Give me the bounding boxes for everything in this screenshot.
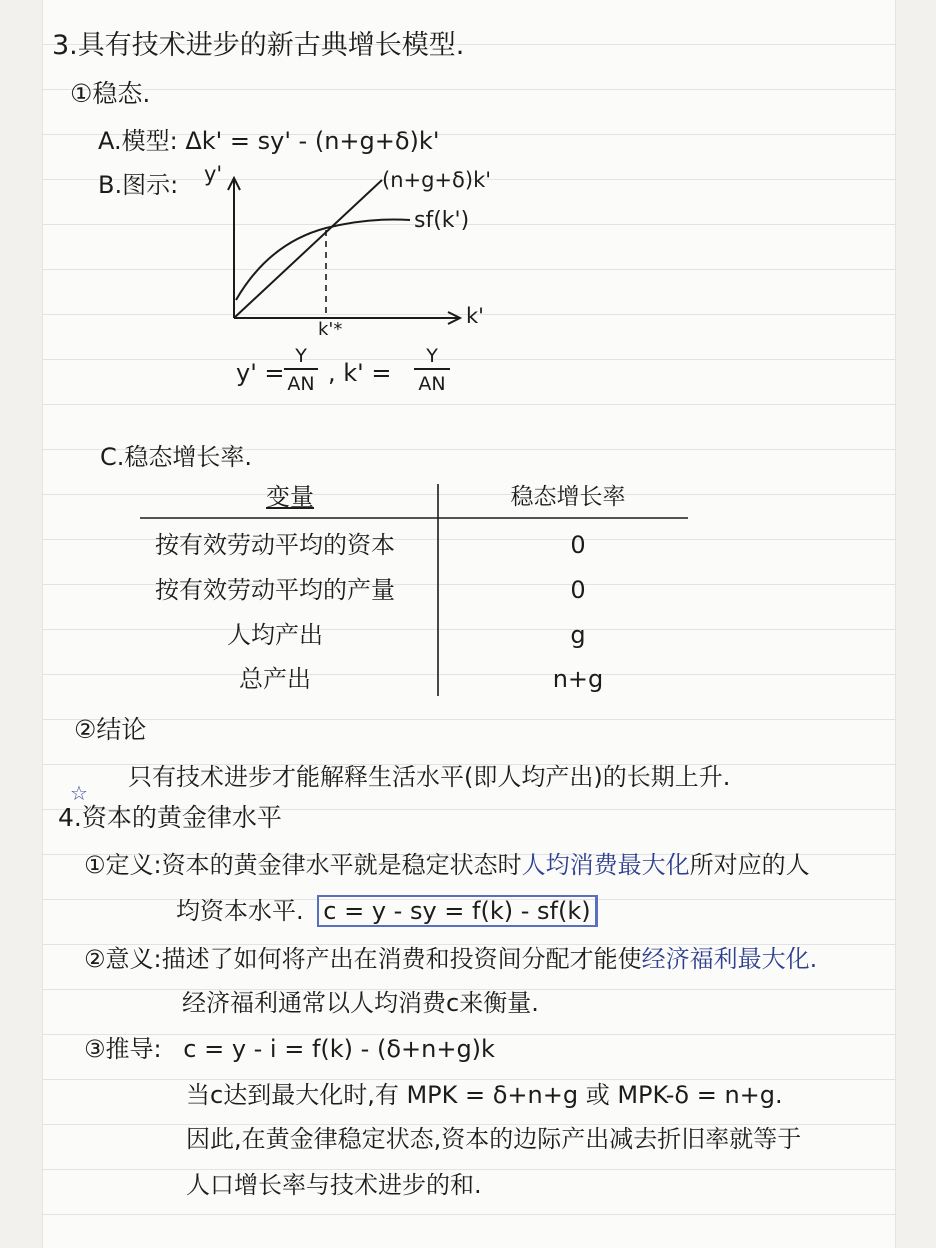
- k-prime-symbol: , k' =: [328, 359, 392, 387]
- star-mark: ☆: [70, 781, 88, 805]
- steady-state-k-label: k'*: [318, 319, 343, 340]
- definition-prefix: ①定义:资本的黄金律水平就是稳定状态时: [84, 851, 522, 879]
- fraction-1-numerator: Y: [284, 346, 318, 370]
- section-4-title: 4.资本的黄金律水平: [58, 803, 282, 832]
- table-row-4-rate: n+g: [552, 665, 604, 693]
- derivation-line-3: 因此,在黄金律稳定状态,资本的边际产出减去折旧率就等于: [186, 1125, 802, 1153]
- table-row-1-rate: 0: [570, 531, 586, 559]
- derivation-line-1: [84, 1036, 495, 1064]
- fraction-1-denominator: AN: [287, 373, 315, 395]
- definition-highlight: 人均消费最大化: [521, 851, 690, 879]
- definition-line-1: [84, 852, 810, 880]
- growth-rate-heading: C.稳态增长率.: [100, 443, 253, 471]
- meaning-line-2: 经济福利通常以人均消费c来衡量.: [182, 989, 539, 1017]
- table-row-1-variable: 按有效劳动平均的资本: [155, 531, 395, 559]
- fraction-2-numerator: Y: [414, 346, 450, 370]
- table-row-3-variable: 人均产出: [227, 621, 323, 649]
- section-3-title: 3.具有技术进步的新古典增长模型.: [52, 30, 465, 61]
- table-header-growth: 稳态增长率: [510, 484, 626, 510]
- model-equation: A.模型: Δk' = sy' - (n+g+δ)k': [98, 127, 440, 155]
- definition-formula-box: [317, 895, 597, 927]
- derivation-line-2: 当c达到最大化时,有 MPK = δ+n+g 或 MPK-δ = n+g.: [186, 1081, 783, 1109]
- fraction-2-denominator: AN: [418, 373, 446, 395]
- steady-state-heading: ①稳态.: [70, 79, 151, 108]
- derivation-formula: c = y - i = f(k) - (δ+n+g)k: [183, 1035, 495, 1063]
- y-prime-symbol: y' =: [236, 359, 285, 387]
- graph-x-label: k': [466, 304, 484, 328]
- table-row-4-variable: 总产出: [239, 665, 311, 693]
- derivation-prefix: ③推导:: [84, 1035, 162, 1063]
- investment-curve-label: sf(k'): [414, 208, 470, 233]
- diagram-label: B.图示:: [98, 171, 179, 199]
- meaning-highlight: 经济福利最大化.: [641, 945, 818, 973]
- conclusion-text: 只有技术进步才能解释生活水平(即人均产出)的长期上升.: [128, 763, 731, 791]
- definition-suffix: 所对应的人: [689, 851, 810, 879]
- table-row-3-rate: g: [570, 621, 586, 649]
- table-row-2-variable: 按有效劳动平均的产量: [155, 576, 395, 604]
- table-row-2-rate: 0: [570, 576, 586, 604]
- break-even-label: (n+g+δ)k': [382, 168, 491, 192]
- derivation-line-4: 人口增长率与技术进步的和.: [186, 1171, 482, 1199]
- meaning-prefix: ②意义:描述了如何将产出在消费和投资间分配才能使: [84, 945, 642, 973]
- definition-line-2: [176, 898, 598, 926]
- meaning-line-1: [84, 946, 817, 974]
- definition-continuation: 均资本水平.: [176, 897, 304, 925]
- table-header-variable: 变量: [266, 483, 314, 511]
- graph-y-label: y': [204, 162, 223, 186]
- conclusion-heading: ②结论: [74, 715, 147, 744]
- definition-formula: c = y - sy = f(k) - sf(k): [323, 897, 591, 925]
